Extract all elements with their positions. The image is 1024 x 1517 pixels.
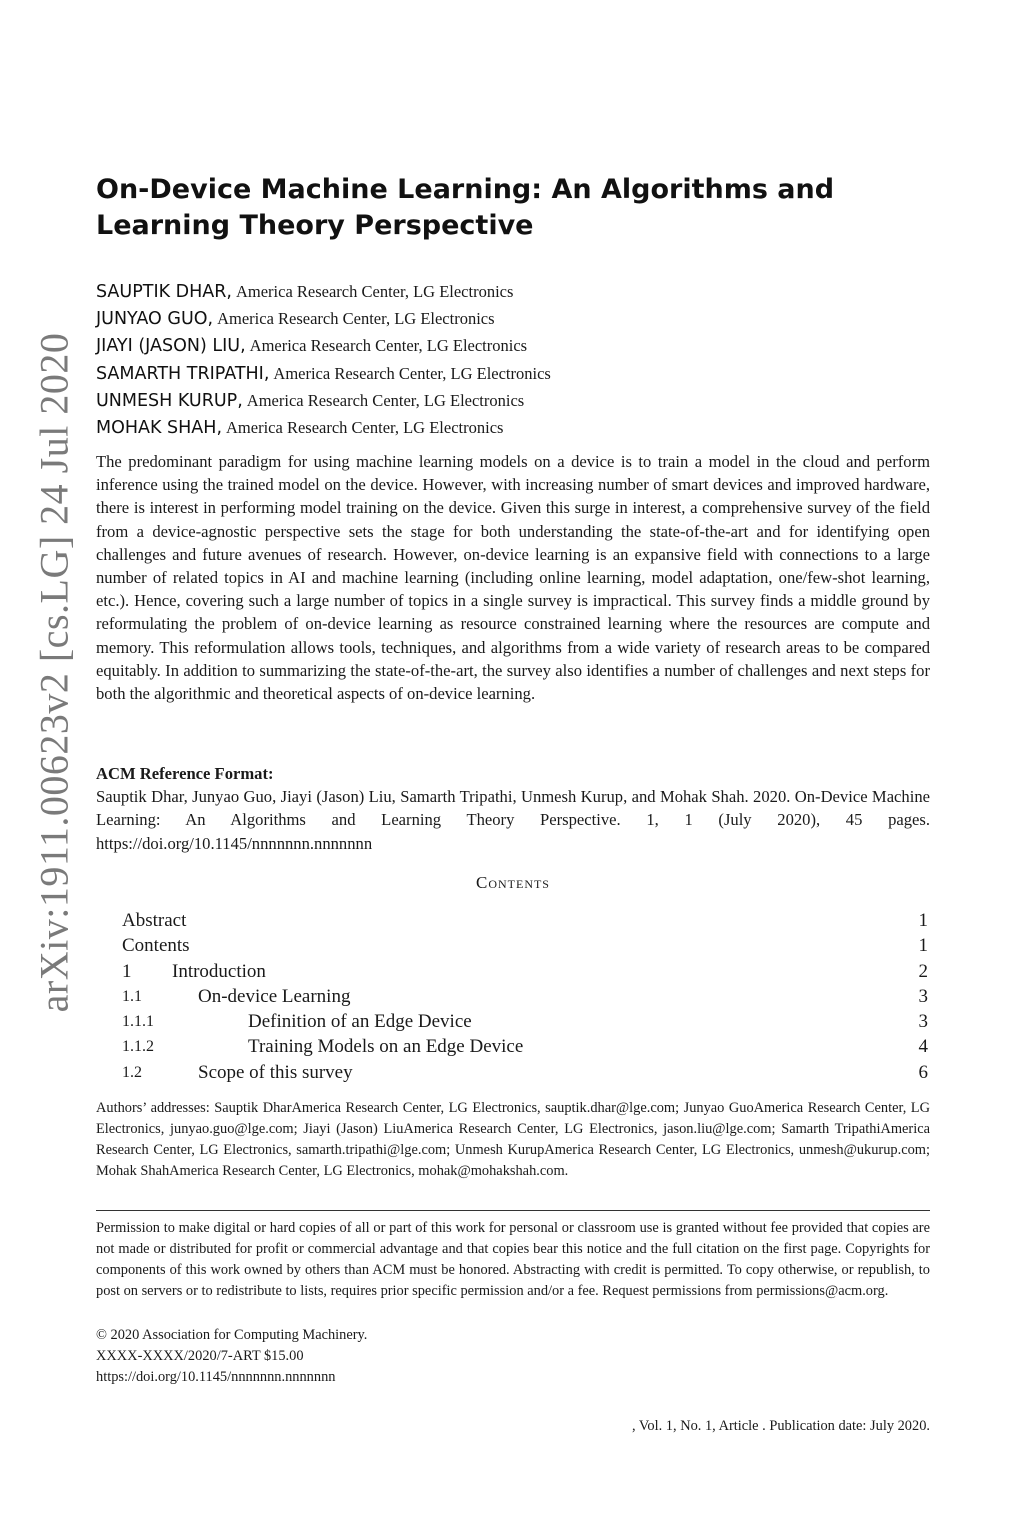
author-name: UNMESH KURUP, [96, 390, 243, 411]
author-name: JIAYI (JASON) LIU, [96, 336, 246, 357]
author-name: JUNYAO GUO, [96, 309, 214, 330]
paper-title: On-Device Machine Learning: An Algorithms and Learning Theory Perspective [96, 174, 835, 241]
author-name: SAUPTIK DHAR, [96, 282, 232, 302]
toc-section-number: 1.2 [122, 1063, 142, 1081]
toc-page-number: 3 [918, 985, 928, 1007]
toc-page-number: 2 [918, 960, 928, 982]
footnote-divider [96, 1210, 930, 1211]
toc-entry[interactable] [122, 1060, 928, 1085]
arxiv-watermark [26, 310, 82, 1034]
page-footer: , Vol. 1, No. 1, Article . Publication date: July 2020. [631, 1418, 930, 1434]
author-entry [96, 332, 930, 359]
author-entry [96, 387, 930, 414]
toc-entry[interactable] [122, 959, 928, 984]
toc-section-number: 1.1 [122, 987, 142, 1005]
abstract-text: The predominant paradigm for using machine learning models on a device is to train a model in the cloud and perform inference using the trained model on the device. However, with increasing number of smart devices and improved hardware, there is interest in performing model training on the device. Given this surge in interest, a comprehensive survey of the field from a device-agnostic perspective sets the stage for both understanding the state-of-the-art and for identifying open challenges and future avenues of research. However, on-device learning is an expansive field with connections to a large number of related topics in AI and machine learning (including online learning, model adaptation, one/few-shot learning, etc.). Hence, covering such a large number of topics in a single survey is impractical. This survey finds a middle ground by reformulating the problem of on-device learning as resource constrained learning where the resources are compute and memory. This reformulation allows tools, techniques, and algorithms from a wide variety of research areas to be compared equitably. In addition to summarizing the state-of-the-art, the survey also identifies a number of challenges and next steps for both the algorithmic and theoretical aspects of on-device learning. [96, 452, 930, 704]
toc-section-number: 1.1.2 [122, 1038, 154, 1056]
toc-label: Introduction [172, 960, 266, 982]
author-list [96, 278, 930, 441]
contents-heading: Contents [475, 873, 550, 892]
author-affiliation: America Research Center, LG Electronics [226, 417, 504, 437]
toc-label: Scope of this survey [198, 1061, 353, 1083]
author-affiliation: America Research Center, LG Electronics [273, 363, 551, 383]
toc-section-number: 1 [122, 960, 132, 982]
author-affiliation: America Research Center, LG Electronics [235, 282, 514, 301]
toc-page-number: 3 [918, 1011, 928, 1033]
author-name: MOHAK SHAH, [96, 417, 223, 438]
author-name: SAMARTH TRIPATHI, [96, 363, 270, 384]
toc-page-number: 6 [918, 1061, 928, 1083]
author-entry [96, 305, 930, 332]
author-entry [96, 278, 930, 305]
author-entry [96, 360, 930, 387]
author-affiliation: America Research Center, LG Electronics [217, 309, 495, 329]
toc-entry[interactable] [122, 908, 928, 933]
toc-entry[interactable] [122, 1009, 928, 1034]
doi-link[interactable]: https://doi.org/10.1145/nnnnnnn.nnnnnnn [96, 1369, 336, 1385]
toc-label: Definition of an Edge Device [248, 1011, 472, 1033]
toc-page-number: 4 [918, 1036, 928, 1058]
toc-entry[interactable] [122, 984, 928, 1009]
arxiv-id: arXiv:1911.00623v2 [cs.LG] 24 Jul 2020 [31, 332, 77, 1012]
publication-meta [96, 1325, 930, 1388]
author-affiliation: America Research Center, LG Electronics [246, 390, 525, 410]
toc-label: On-device Learning [198, 985, 351, 1007]
toc-label: Abstract [122, 910, 187, 931]
toc-section-number: 1.1.1 [122, 1013, 154, 1031]
acm-reference [96, 762, 930, 855]
toc-label: Training Models on an Edge Device [248, 1036, 524, 1058]
issn-line: XXXX-XXXX/2020/7-ART $15.00 [96, 1348, 304, 1364]
toc-entry[interactable] [122, 933, 928, 958]
author-affiliation: America Research Center, LG Electronics [249, 336, 528, 356]
copyright-line: © 2020 Association for Computing Machinery. [96, 1327, 368, 1343]
acm-reference-text: Sauptik Dhar, Junyao Guo, Jiayi (Jason) Liu, Samarth Tripathi, Unmesh Kurup, and Mohak Shah. 2020. On-Device Machine Learning: An Algorithms and Learning Theory Perspective. 1, 1 (July 2020), 45 pages. https://doi.org/10.1145/nnnnnnn.nnnnnnn [96, 787, 930, 853]
acm-reference-heading: ACM Reference Format: [96, 764, 274, 783]
permission-notice: Permission to make digital or hard copies of all or part of this work for personal or classroom use is granted without fee provided that copies are not made or distributed for profit or commercial advantage and that copies bear this notice and the full citation on the first page. Copyrights for components of this work owned by others than ACM must be honored. Abstracting with credit is permitted. To copy otherwise, or republish, to post on servers or to redistribute to lists, requires prior specific permission and/or a fee. Request permissions from permissions@acm.org. [96, 1220, 930, 1299]
toc-page-number: 1 [918, 910, 928, 931]
toc-label: Contents [122, 935, 190, 957]
table-of-contents [122, 908, 928, 1085]
author-entry [96, 414, 930, 441]
toc-entry[interactable] [122, 1034, 928, 1059]
authors-addresses: Authors’ addresses: Sauptik DharAmerica Research Center, LG Electronics, sauptik.dhar@lge.com; Junyao GuoAmerica Research Center, LG Electronics, junyao.guo@lge.com; Jiayi (Jason) LiuAmerica Research Center, LG Electronics, jason.liu@lge.com; Samarth TripathiAmerica Research Center, LG Electronics, samarth.tripathi@lge.com; Unmesh KurupAmerica Research Center, LG Electronics, unmesh@ukurup.com; Mohak ShahAmerica Research Center, LG Electronics, mohak@mohakshah.com. [96, 1100, 930, 1179]
toc-page-number: 1 [918, 935, 928, 957]
